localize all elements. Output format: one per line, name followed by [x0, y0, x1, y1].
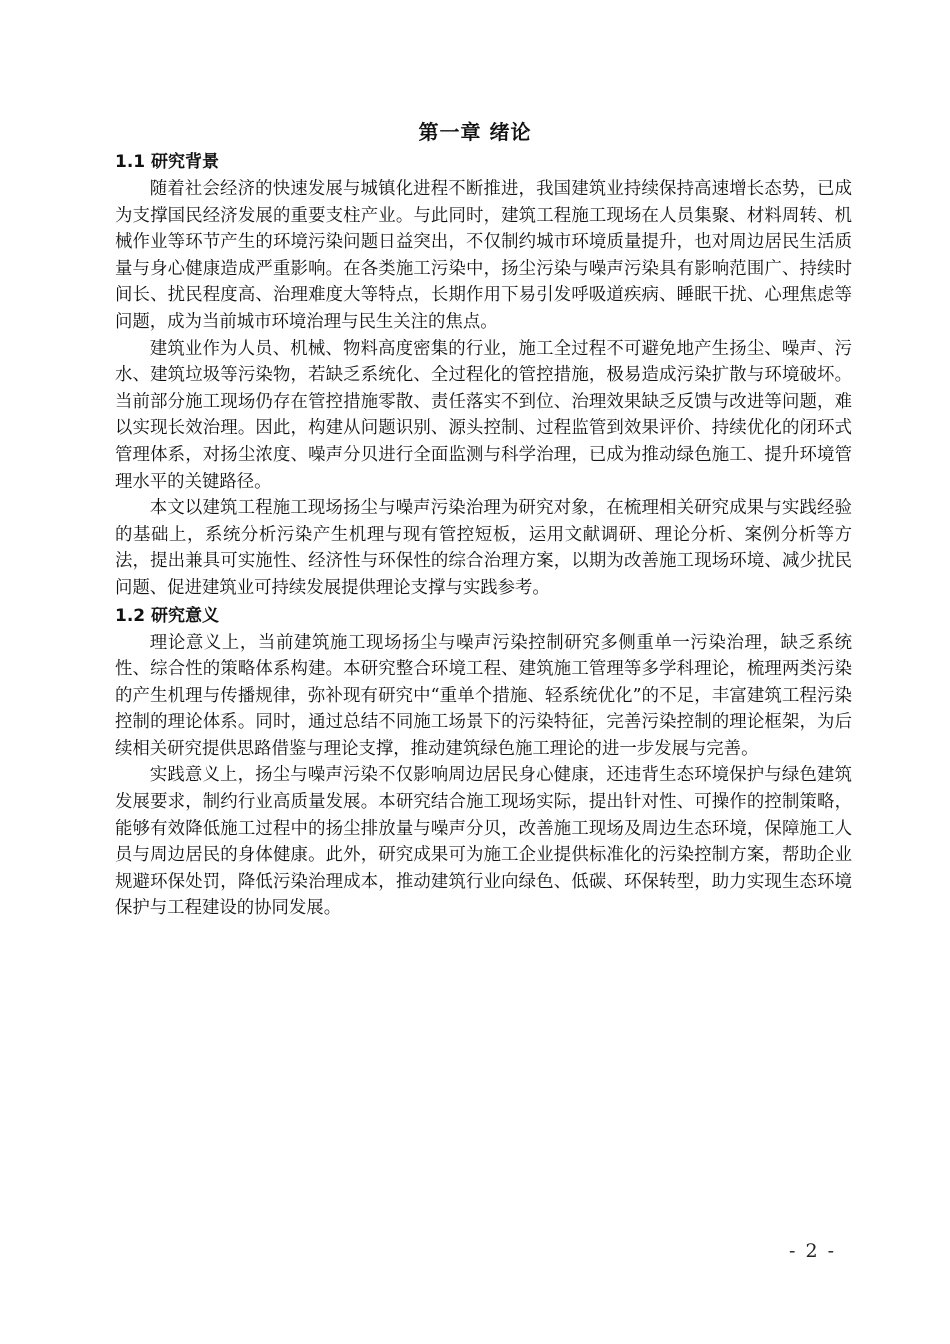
section-research-background — [115, 148, 852, 602]
paragraph: 建筑业作为人员、机械、物料高度密集的行业，施工全过程不可避免地产生扬尘、噪声、污水、建筑垃圾等污染物，若缺乏系统化、全过程化的管控措施，极易造成污染扩散与环境破坏。当前部分施工现场仍存在管控措施零散、责任落实不到位、治理效果缺乏反馈与改进等问题，难以实现长效治理。因此，构建从问题识别、源头控制、过程监管到效果评价、持续优化的闭环式管理体系，对扬尘浓度、噪声分贝进行全面监测与科学治理，已成为推动绿色施工、提升环境管理水平的关键路径。 — [115, 338, 852, 492]
paragraph: 本文以建筑工程施工现场扬尘与噪声污染治理为研究对象，在梳理相关研究成果与实践经验的基础上，系统分析污染产生机理与现有管控短板，运用文献调研、理论分析、案例分析等方法，提出兼具可实施性、经济性与环保性的综合治理方案，以期为改善施工现场环境、减少扰民问题、促进建筑业可持续发展提供理论支撑与实践参考。 — [115, 498, 852, 598]
section-heading: 1.1 研究背景 — [115, 152, 220, 172]
section-heading: 1.2 研究意义 — [115, 605, 220, 626]
page-number: - 2 - — [788, 1240, 836, 1262]
paragraph: 随着社会经济的快速发展与城镇化进程不断推进，我国建筑业持续保持高速增长态势，已成为支撑国民经济发展的重要支柱产业。与此同时，建筑工程施工现场在人员集聚、材料周转、机械作业等环节产生的环境污染问题日益突出，不仅制约城市环境质量提升，也对周边居民生活质量与身心健康造成严重影响。在各类施工污染中，扬尘污染与噪声污染具有影响范围广、持续时间长、扰民程度高、治理难度大等特点，长期作用下易引发呼吸道疾病、睡眠干扰、心理焦虑等问题，成为当前城市环境治理与民生关注的焦点。 — [115, 179, 852, 332]
paragraph: 实践意义上，扬尘与噪声污染不仅影响周边居民身心健康，还违背生态环境保护与绿色建筑发展要求，制约行业高质量发展。本研究结合施工现场实际，提出针对性、可操作的控制策略，能够有效降低施工过程中的扬尘排放量与噪声分贝，改善施工现场及周边生态环境，保障施工人员与周边居民的身体健康。此外，研究成果可为施工企业提供标准化的污染控制方案，帮助企业规避环保处罚，降低污染治理成本，推动建筑行业向绿色、低碳、环保转型，助力实现生态环境保护与工程建设的协同发展。 — [115, 765, 852, 919]
chapter-title: 第一章 绪论 — [418, 120, 532, 144]
body-content — [115, 148, 852, 922]
section-research-significance — [115, 602, 852, 923]
paragraph: 理论意义上，当前建筑施工现场扬尘与噪声污染控制研究多侧重单一污染治理，缺乏系统性、综合性的策略体系构建。本研究整合环境工程、建筑施工管理等多学科理论，梳理两类污染的产生机理与传播规律，弥补现有研究中“重单个措施、轻系统优化”的不足，丰富建筑工程污染控制的理论体系。同时，通过总结不同施工场景下的污染特征，完善污染控制的理论框架，为后续相关研究提供思路借鉴与理论支撑，推动建筑绿色施工理论的进一步发展与完善。 — [115, 632, 852, 759]
